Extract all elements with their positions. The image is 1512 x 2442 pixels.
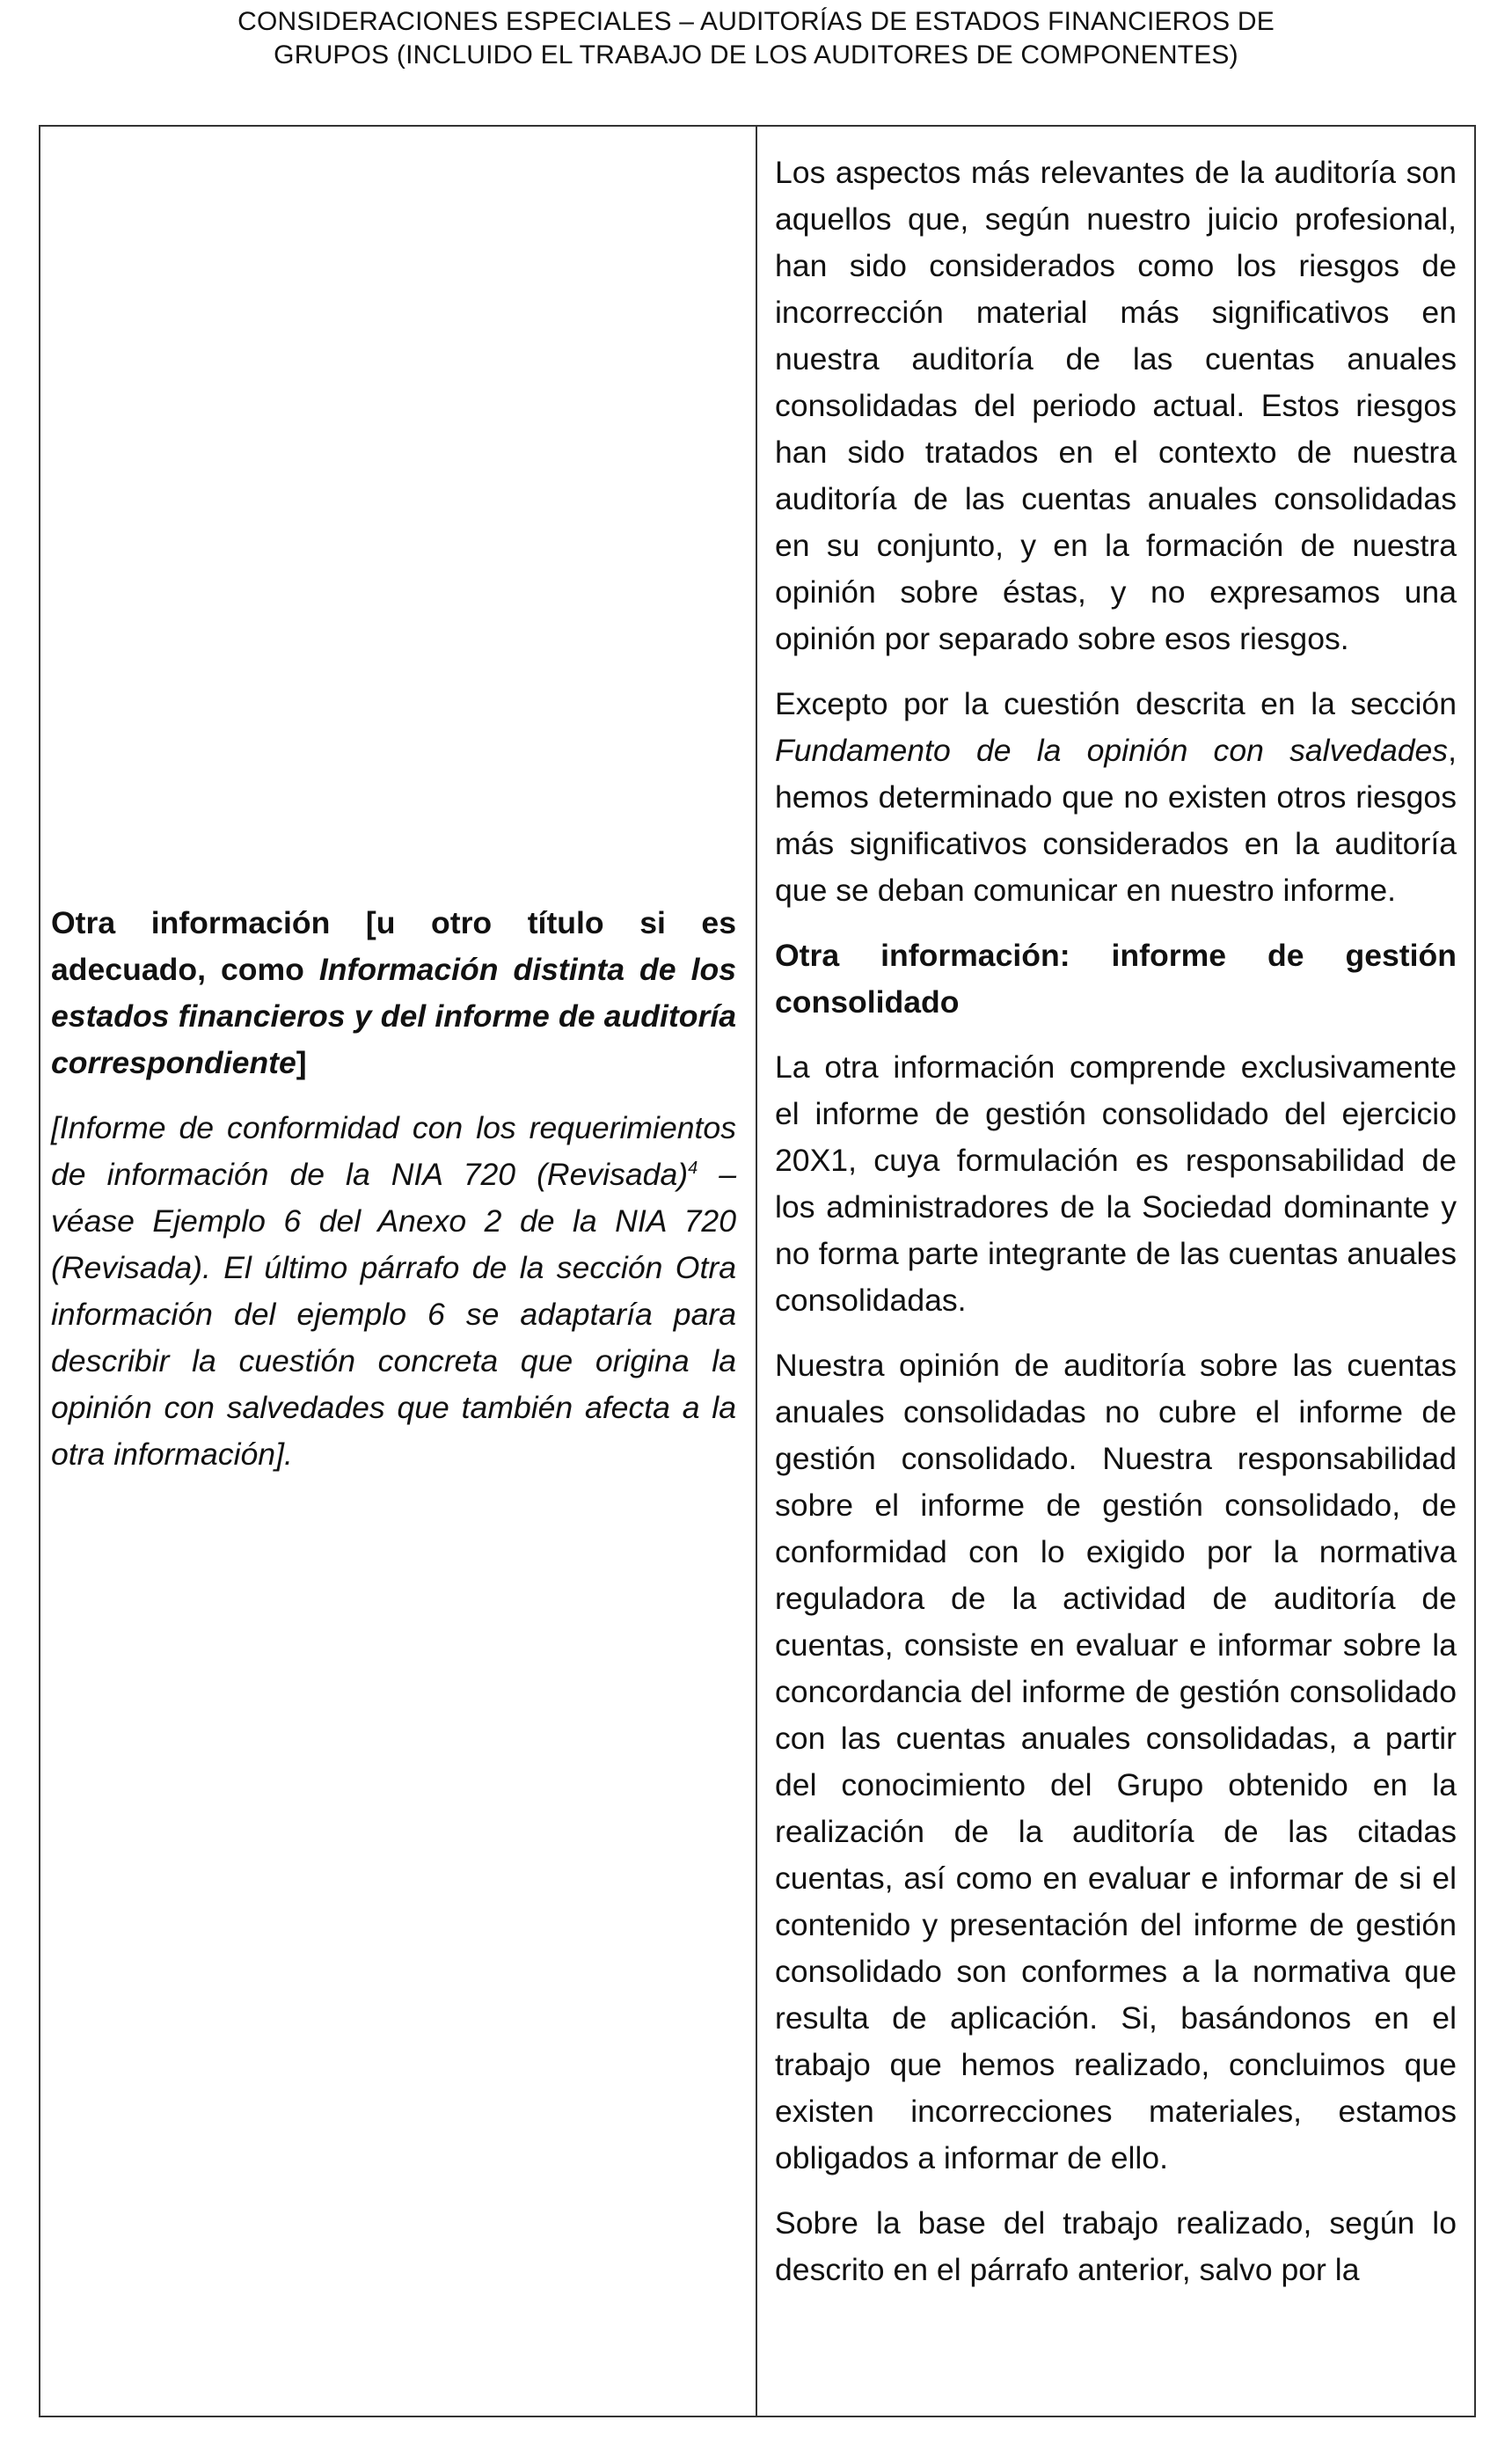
header-line-2: GRUPOS (INCLUIDO EL TRABAJO DE LOS AUDITORES DE COMPONENTES) — [274, 40, 1238, 69]
left-column — [40, 127, 757, 2416]
p2-text-a: Excepto por la cuestión descrita en la sección — [775, 686, 1457, 721]
paragraph-nuestra-opinion: Nuestra opinión de auditoría sobre las cuentas anuales consolidadas no cubre el informe de gestión consolidado. Nuestra responsabilidad sobre el informe de gestión consolidado, de conformidad con lo exigido por la normativa reguladora de la actividad de auditoría de cuentas, consiste en evaluar e informar sobre la concordancia del informe de gestión consolidado con las cuentas anuales consolidadas, a partir del conocimiento del Grupo obtenido en la realización de la auditoría de las citadas cuentas, así como en evaluar e informar de si el contenido y presentación del informe de gestión consolidado son conformes a la normativa que resulta de aplicación. Si, basándonos en el trabajo que hemos realizado, concluimos que existen incorrecciones materiales, estamos obligados a informar de ello. — [775, 1348, 1457, 2175]
header-line-1: CONSIDERACIONES ESPECIALES – AUDITORÍAS DE ESTADOS FINANCIEROS DE — [237, 7, 1275, 36]
note-text-a: [Informe de conformidad con los requerimientos de información de la NIA 720 (Revisada) — [51, 1110, 736, 1192]
left-column-content — [51, 900, 736, 1496]
heading-otra-informacion-gestion: Otra información: informe de gestión consolidado — [775, 938, 1457, 1020]
paragraph-otra-informacion-comprende: La otra información comprende exclusivamente el informe de gestión consolidado del ejercicio 20X1, cuya formulación es responsabilidad de los administradores de la Sociedad dominante y no forma parte integrante de las cuentas anuales consolidadas. — [775, 1049, 1457, 1318]
note-text-b: – véase Ejemplo 6 del Anexo 2 de la NIA 720 (Revisada). El último párrafo de la sección Otra información del ejemplo 6 se adaptaría para describir la cuestión concreta que origina la opinión con salvedades que también afecta a la otra información]. — [51, 1157, 737, 1472]
heading-text-a: Otra información [u otro título si es adecuado, como — [51, 905, 736, 987]
report-table — [39, 125, 1476, 2417]
heading-text-c: ] — [296, 1045, 307, 1080]
paragraph-excepto — [775, 681, 1457, 914]
p2-text-italic: Fundamento de la opinión con salvedades — [775, 733, 1449, 768]
instruction-note — [51, 1105, 736, 1478]
page-header — [0, 5, 1512, 72]
paragraph-sobre-la-base: Sobre la base del trabajo realizado, según lo descrito en el párrafo anterior, salvo por la — [775, 2205, 1457, 2287]
p2-text-b: , hemos determinado que no existen otros riesgos más significativos considerados en la auditoría que se deban comunicar en nuestro informe. — [775, 733, 1457, 908]
paragraph-aspectos-relevantes: Los aspectos más relevantes de la auditoría son aquellos que, según nuestro juicio profesional, han sido considerados como los riesgos de incorrección material más significativos en nuestra auditoría de las cuentas anuales consolidadas del periodo actual. Estos riesgos han sido tratados en el contexto de nuestra auditoría de las cuentas anuales consolidadas en su conjunto, y en la formación de nuestra opinión sobre éstas, y no expresamos una opinión por separado sobre esos riesgos. — [775, 155, 1457, 656]
section-heading-otra-informacion — [51, 900, 736, 1086]
footnote-ref: 4 — [688, 1159, 698, 1179]
right-column — [757, 127, 1474, 2416]
heading-text-italic: Información distinta de los estados financieros y del informe de auditoría correspondiente — [51, 952, 737, 1080]
